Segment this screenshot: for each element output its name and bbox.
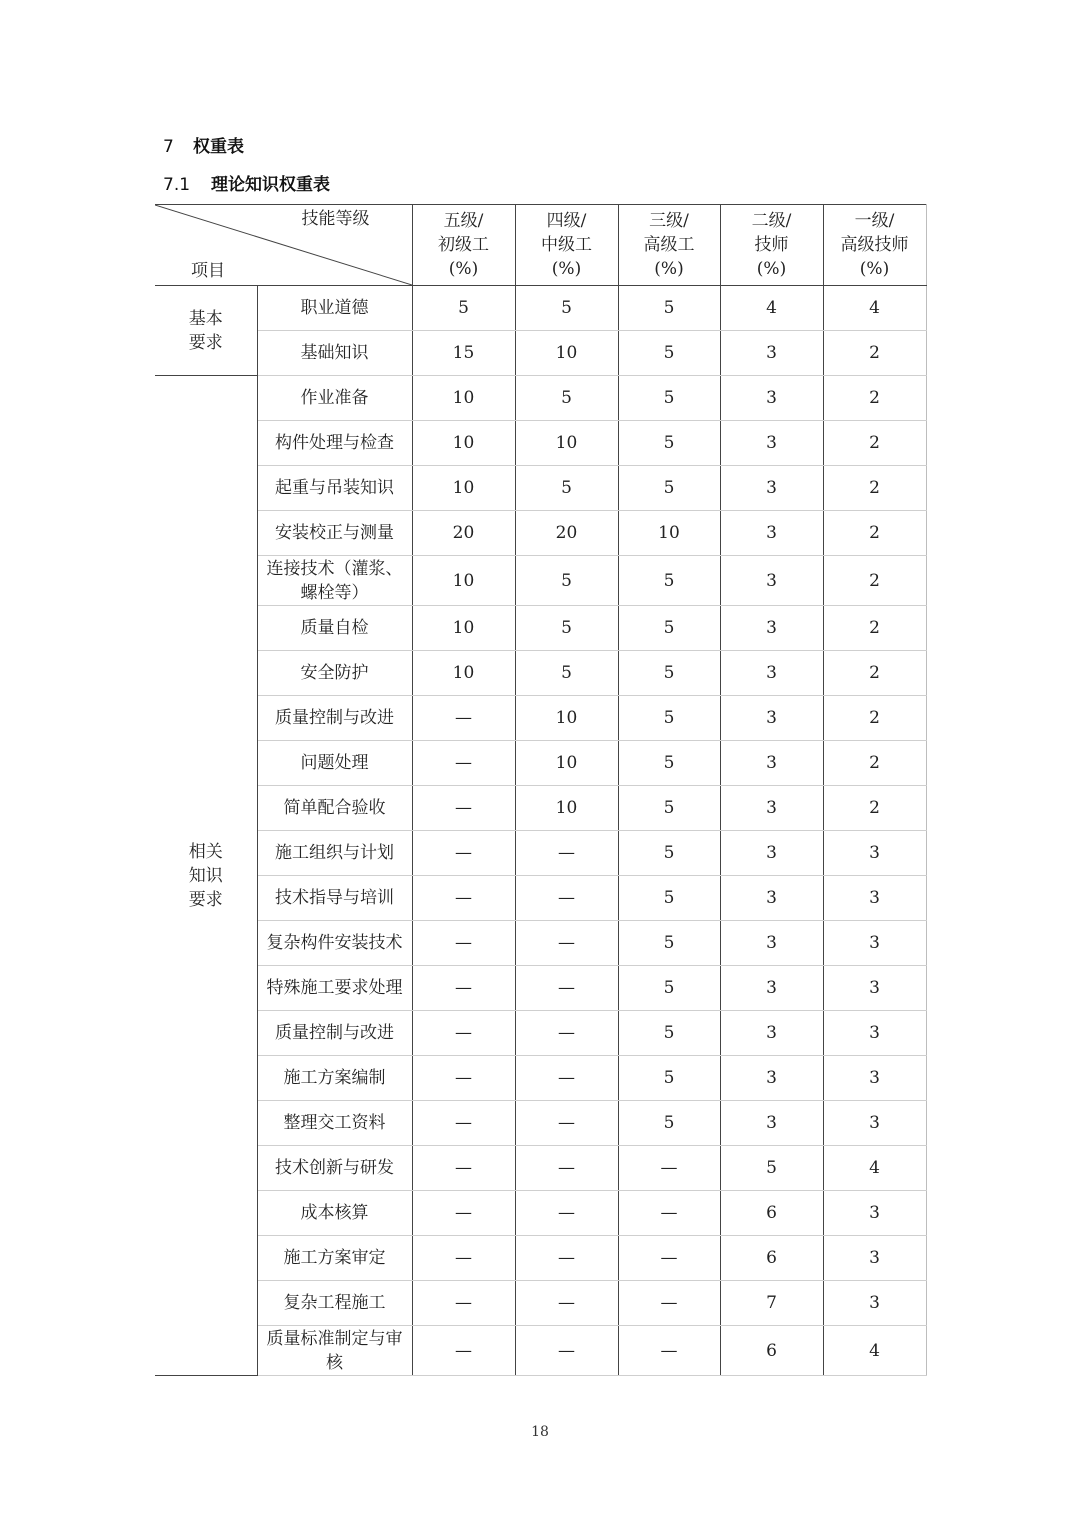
category-label-line: 要求 <box>188 332 223 353</box>
table-row <box>155 1326 926 1376</box>
value-cell: 3 <box>823 1236 926 1281</box>
value-cell: 2 <box>823 651 926 696</box>
value-cell: 5 <box>515 606 618 651</box>
subsection-title: 理论知识权重表 <box>211 175 330 195</box>
level-line: 技师 <box>754 235 789 255</box>
value-cell: 3 <box>720 511 823 556</box>
value-cell: 5 <box>618 786 720 831</box>
value-cell: 3 <box>720 556 823 606</box>
value-cell: 3 <box>720 1056 823 1101</box>
table-row <box>155 1011 926 1056</box>
value-cell: 5 <box>618 606 720 651</box>
value-cell: — <box>515 876 618 921</box>
value-cell: 2 <box>823 556 926 606</box>
item-label-line: 螺栓等） <box>300 582 369 603</box>
category-label-line: 要求 <box>188 889 223 910</box>
category-label-line: 基本 <box>188 308 223 329</box>
value-cell: — <box>412 1056 515 1101</box>
item-cell: 施工方案编制 <box>257 1056 412 1101</box>
table-row <box>155 696 926 741</box>
level-line: (%) <box>448 259 479 279</box>
item-label-line: 连接技术（灌浆、 <box>266 558 403 579</box>
table-row <box>155 876 926 921</box>
value-cell: 5 <box>515 376 618 421</box>
value-cell: 5 <box>618 286 720 331</box>
item-cell: 职业道德 <box>257 286 412 331</box>
value-cell: 4 <box>823 1146 926 1191</box>
item-cell: 质量自检 <box>257 606 412 651</box>
value-cell: 2 <box>823 696 926 741</box>
value-cell: 4 <box>823 286 926 331</box>
subsection-number: 7.1 <box>163 175 191 195</box>
table-row <box>155 286 926 331</box>
level-line: (%) <box>756 259 787 279</box>
category-cell <box>155 286 257 376</box>
item-label-line: 核 <box>326 1352 343 1373</box>
value-cell: 5 <box>618 876 720 921</box>
item-cell: 安全防护 <box>257 651 412 696</box>
value-cell: 3 <box>823 921 926 966</box>
value-cell: 5 <box>515 286 618 331</box>
table-row <box>155 966 926 1011</box>
value-cell: — <box>412 921 515 966</box>
value-cell: 5 <box>618 1056 720 1101</box>
level-line: 高级工 <box>643 235 695 255</box>
corner-skill-level-label: 技能等级 <box>301 209 370 229</box>
value-cell: 3 <box>823 1056 926 1101</box>
value-cell: — <box>515 1326 618 1376</box>
level-line: 五级/ <box>443 211 484 231</box>
category-cell <box>155 376 257 1376</box>
value-cell: 5 <box>720 1146 823 1191</box>
value-cell: 10 <box>515 786 618 831</box>
value-cell: — <box>412 741 515 786</box>
level-line: 四级/ <box>546 211 587 231</box>
value-cell: 5 <box>515 466 618 511</box>
value-cell: — <box>618 1236 720 1281</box>
value-cell: 5 <box>618 1011 720 1056</box>
value-cell: 2 <box>823 511 926 556</box>
table-row <box>155 376 926 421</box>
value-cell: — <box>515 1191 618 1236</box>
value-cell: 10 <box>412 606 515 651</box>
value-cell: 3 <box>720 651 823 696</box>
value-cell: 5 <box>412 286 515 331</box>
value-cell: 10 <box>412 651 515 696</box>
value-cell: — <box>515 1056 618 1101</box>
value-cell: — <box>412 1101 515 1146</box>
table-row <box>155 1236 926 1281</box>
corner-project-label: 项目 <box>191 261 225 281</box>
value-cell: 20 <box>412 511 515 556</box>
value-cell: — <box>412 1326 515 1376</box>
table-row <box>155 1281 926 1326</box>
item-cell: 成本核算 <box>257 1191 412 1236</box>
item-label-line: 质量标准制定与审 <box>266 1328 403 1349</box>
item-cell: 整理交工资料 <box>257 1101 412 1146</box>
weight-table <box>155 204 927 1376</box>
level-line: 二级/ <box>751 211 792 231</box>
table-row <box>155 921 926 966</box>
value-cell: 5 <box>618 921 720 966</box>
level-header-cell <box>515 205 618 286</box>
value-cell: 5 <box>618 831 720 876</box>
value-cell: 2 <box>823 741 926 786</box>
level-header-cell <box>823 205 926 286</box>
value-cell: 20 <box>515 511 618 556</box>
value-cell: 2 <box>823 376 926 421</box>
item-cell: 构件处理与检查 <box>257 421 412 466</box>
value-cell: 10 <box>515 331 618 376</box>
value-cell: 3 <box>823 1101 926 1146</box>
value-cell: — <box>412 1191 515 1236</box>
value-cell: 5 <box>515 556 618 606</box>
level-line: 初级工 <box>438 235 489 255</box>
value-cell: — <box>412 1281 515 1326</box>
level-line: (%) <box>551 259 582 279</box>
value-cell: — <box>618 1146 720 1191</box>
value-cell: 5 <box>515 651 618 696</box>
level-header-cell <box>618 205 720 286</box>
value-cell: — <box>515 1101 618 1146</box>
item-cell: 问题处理 <box>257 741 412 786</box>
page-number: 18 <box>531 1424 549 1440</box>
value-cell: 6 <box>720 1326 823 1376</box>
value-cell: 4 <box>720 286 823 331</box>
value-cell: 15 <box>412 331 515 376</box>
value-cell: 3 <box>720 606 823 651</box>
item-cell: 复杂工程施工 <box>257 1281 412 1326</box>
value-cell: — <box>412 831 515 876</box>
value-cell: 10 <box>515 421 618 466</box>
value-cell: 5 <box>618 331 720 376</box>
value-cell: — <box>515 921 618 966</box>
category-label-line: 知识 <box>188 865 223 886</box>
table-row <box>155 331 926 376</box>
value-cell: 3 <box>823 1281 926 1326</box>
item-cell: 技术指导与培训 <box>257 876 412 921</box>
table-row <box>155 1101 926 1146</box>
value-cell: 5 <box>618 376 720 421</box>
table-row <box>155 556 926 606</box>
value-cell: 3 <box>720 466 823 511</box>
value-cell: — <box>515 1236 618 1281</box>
item-cell: 技术创新与研发 <box>257 1146 412 1191</box>
value-cell: — <box>412 786 515 831</box>
level-line: (%) <box>654 259 684 279</box>
value-cell: 5 <box>618 741 720 786</box>
value-cell: 10 <box>618 511 720 556</box>
value-cell: 6 <box>720 1236 823 1281</box>
value-cell: 2 <box>823 786 926 831</box>
level-line: 一级/ <box>854 211 895 231</box>
table-row <box>155 606 926 651</box>
value-cell: 3 <box>823 1011 926 1056</box>
value-cell: — <box>515 1146 618 1191</box>
value-cell: 10 <box>412 421 515 466</box>
value-cell: 3 <box>823 1191 926 1236</box>
value-cell: — <box>412 966 515 1011</box>
level-line: 三级/ <box>649 211 689 231</box>
value-cell: 4 <box>823 1326 926 1376</box>
item-cell <box>257 556 412 606</box>
level-line: (%) <box>859 259 890 279</box>
table-row <box>155 651 926 696</box>
value-cell: 2 <box>823 331 926 376</box>
table-row <box>155 786 926 831</box>
value-cell: 3 <box>823 876 926 921</box>
value-cell: 3 <box>720 696 823 741</box>
table-row <box>155 1146 926 1191</box>
level-header-cell <box>720 205 823 286</box>
section-title: 权重表 <box>193 137 244 157</box>
value-cell: 6 <box>720 1191 823 1236</box>
value-cell: 10 <box>515 696 618 741</box>
item-cell: 安装校正与测量 <box>257 511 412 556</box>
value-cell: 5 <box>618 421 720 466</box>
value-cell: — <box>412 1236 515 1281</box>
value-cell: — <box>515 831 618 876</box>
item-cell: 作业准备 <box>257 376 412 421</box>
value-cell: — <box>618 1281 720 1326</box>
value-cell: — <box>412 1011 515 1056</box>
table-row <box>155 466 926 511</box>
value-cell: 7 <box>720 1281 823 1326</box>
value-cell: 10 <box>412 376 515 421</box>
value-cell: — <box>515 966 618 1011</box>
value-cell: 3 <box>720 331 823 376</box>
value-cell: 3 <box>720 876 823 921</box>
value-cell: — <box>515 1011 618 1056</box>
level-line: 高级技师 <box>840 235 909 255</box>
item-cell <box>257 1326 412 1376</box>
item-cell: 施工组织与计划 <box>257 831 412 876</box>
value-cell: — <box>412 1146 515 1191</box>
item-cell: 质量控制与改进 <box>257 696 412 741</box>
value-cell: 3 <box>720 1101 823 1146</box>
value-cell: — <box>618 1326 720 1376</box>
section-number: 7 <box>163 137 174 157</box>
section-heading <box>163 132 244 157</box>
subsection-heading <box>163 170 330 195</box>
item-cell: 质量控制与改进 <box>257 1011 412 1056</box>
value-cell: 3 <box>720 786 823 831</box>
value-cell: 5 <box>618 696 720 741</box>
item-cell: 简单配合验收 <box>257 786 412 831</box>
value-cell: 3 <box>720 921 823 966</box>
value-cell: 5 <box>618 466 720 511</box>
table-row <box>155 511 926 556</box>
value-cell: 2 <box>823 421 926 466</box>
category-label-line: 相关 <box>188 841 223 862</box>
value-cell: — <box>618 1191 720 1236</box>
value-cell: 3 <box>720 741 823 786</box>
value-cell: 3 <box>720 421 823 466</box>
value-cell: 2 <box>823 606 926 651</box>
value-cell: 2 <box>823 466 926 511</box>
item-cell: 特殊施工要求处理 <box>257 966 412 1011</box>
item-cell: 基础知识 <box>257 331 412 376</box>
item-cell: 复杂构件安装技术 <box>257 921 412 966</box>
value-cell: 3 <box>720 831 823 876</box>
value-cell: 3 <box>720 376 823 421</box>
table-row <box>155 1191 926 1236</box>
value-cell: 3 <box>823 966 926 1011</box>
table-row <box>155 421 926 466</box>
table-row <box>155 1056 926 1101</box>
value-cell: — <box>515 1281 618 1326</box>
table-header-row <box>155 205 926 286</box>
value-cell: 10 <box>412 556 515 606</box>
value-cell: 10 <box>515 741 618 786</box>
value-cell: 5 <box>618 556 720 606</box>
table-row <box>155 741 926 786</box>
corner-cell <box>155 205 412 286</box>
value-cell: 5 <box>618 966 720 1011</box>
item-cell: 施工方案审定 <box>257 1236 412 1281</box>
value-cell: 3 <box>823 831 926 876</box>
value-cell: 5 <box>618 1101 720 1146</box>
value-cell: — <box>412 696 515 741</box>
level-header-cell <box>412 205 515 286</box>
value-cell: — <box>412 876 515 921</box>
value-cell: 10 <box>412 466 515 511</box>
value-cell: 3 <box>720 1011 823 1056</box>
value-cell: 5 <box>618 651 720 696</box>
level-line: 中级工 <box>541 235 592 255</box>
value-cell: 3 <box>720 966 823 1011</box>
table-row <box>155 831 926 876</box>
item-cell: 起重与吊装知识 <box>257 466 412 511</box>
